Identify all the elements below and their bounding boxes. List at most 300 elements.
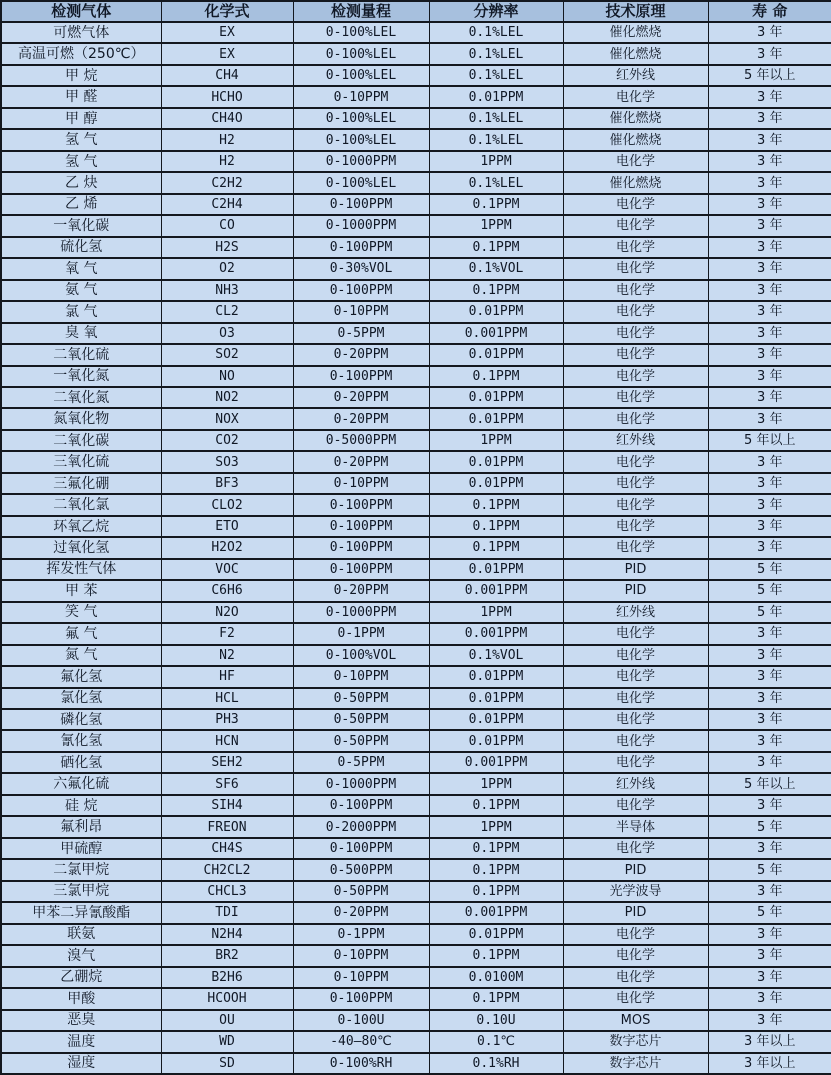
cell-gas-name: 二氧化氮 (1, 387, 161, 408)
cell-resolution: 0.1%VOL (429, 645, 563, 666)
table-row (1, 408, 831, 429)
cell-lifespan: 5 年以上 (708, 773, 831, 794)
cell-gas-name: 氮 气 (1, 645, 161, 666)
cell-lifespan: 3 年 (708, 151, 831, 172)
cell-gas-name: 氟 气 (1, 623, 161, 644)
cell-chemical-formula: H2 (161, 151, 293, 172)
cell-technical-principle: 电化学 (563, 86, 708, 107)
table-row (1, 1010, 831, 1031)
cell-detection-range: 0-50PPM (293, 881, 429, 902)
cell-lifespan: 3 年 (708, 537, 831, 558)
cell-chemical-formula: FREON (161, 816, 293, 837)
cell-chemical-formula: SD (161, 1053, 293, 1075)
cell-gas-name: 温度 (1, 1031, 161, 1052)
cell-gas-name: 氢 气 (1, 151, 161, 172)
table-row (1, 623, 831, 644)
table-row (1, 645, 831, 666)
cell-technical-principle: 电化学 (563, 967, 708, 988)
cell-resolution: 0.1PPM (429, 516, 563, 537)
cell-gas-name: 乙硼烷 (1, 967, 161, 988)
cell-technical-principle: 光学波导 (563, 881, 708, 902)
table-row (1, 301, 831, 322)
cell-gas-name: 一氧化碳 (1, 215, 161, 236)
cell-resolution: 0.1℃ (429, 1031, 563, 1052)
cell-resolution: 0.1%LEL (429, 172, 563, 193)
cell-detection-range: 0-1000PPM (293, 602, 429, 623)
cell-chemical-formula: PH3 (161, 709, 293, 730)
cell-technical-principle: 电化学 (563, 623, 708, 644)
cell-technical-principle: 电化学 (563, 473, 708, 494)
cell-gas-name: 三氯甲烷 (1, 881, 161, 902)
cell-resolution: 0.1%LEL (429, 129, 563, 150)
cell-chemical-formula: N2H4 (161, 924, 293, 945)
cell-technical-principle: 催化燃烧 (563, 43, 708, 64)
cell-detection-range: 0-100PPM (293, 366, 429, 387)
cell-gas-name: 氨 气 (1, 280, 161, 301)
cell-gas-name: 氰化氢 (1, 730, 161, 751)
table-row (1, 838, 831, 859)
column-header-resolution: 分辨率 (429, 1, 563, 22)
cell-gas-name: 甲 醇 (1, 108, 161, 129)
cell-resolution: 1PPM (429, 602, 563, 623)
cell-detection-range: 0-20PPM (293, 451, 429, 472)
table-row (1, 580, 831, 601)
cell-gas-name: 湿度 (1, 1053, 161, 1075)
cell-gas-name: 氧 气 (1, 258, 161, 279)
table-row (1, 537, 831, 558)
cell-gas-name: 硫化氢 (1, 237, 161, 258)
cell-resolution: 0.001PPM (429, 580, 563, 601)
cell-lifespan: 3 年 (708, 1010, 831, 1031)
cell-chemical-formula: B2H6 (161, 967, 293, 988)
cell-detection-range: 0-10PPM (293, 967, 429, 988)
cell-gas-name: 二氧化硫 (1, 344, 161, 365)
cell-lifespan: 5 年 (708, 602, 831, 623)
cell-technical-principle: 电化学 (563, 516, 708, 537)
cell-gas-name: 二氧化碳 (1, 430, 161, 451)
cell-detection-range: 0-50PPM (293, 709, 429, 730)
cell-detection-range: 0-100PPM (293, 280, 429, 301)
cell-technical-principle: 红外线 (563, 602, 708, 623)
cell-technical-principle: 电化学 (563, 408, 708, 429)
cell-resolution: 0.1%LEL (429, 22, 563, 43)
cell-gas-name: 三氧化硫 (1, 451, 161, 472)
cell-lifespan: 3 年 (708, 43, 831, 64)
cell-chemical-formula: C2H4 (161, 194, 293, 215)
cell-chemical-formula: H2O2 (161, 537, 293, 558)
cell-detection-range: 0-5PPM (293, 323, 429, 344)
cell-gas-name: 甲酸 (1, 988, 161, 1009)
cell-lifespan: 3 年 (708, 301, 831, 322)
cell-lifespan: 3 年 (708, 280, 831, 301)
cell-technical-principle: 半导体 (563, 816, 708, 837)
cell-gas-name: 甲 苯 (1, 580, 161, 601)
cell-chemical-formula: HCN (161, 730, 293, 751)
table-row (1, 65, 831, 86)
cell-detection-range: 0-1PPM (293, 623, 429, 644)
cell-resolution: 0.01PPM (429, 451, 563, 472)
cell-chemical-formula: VOC (161, 559, 293, 580)
table-row (1, 902, 831, 923)
cell-technical-principle: PID (563, 580, 708, 601)
cell-chemical-formula: F2 (161, 623, 293, 644)
cell-chemical-formula: CL2 (161, 301, 293, 322)
cell-gas-name: 甲 烷 (1, 65, 161, 86)
cell-lifespan: 3 年 (708, 752, 831, 773)
cell-resolution: 0.001PPM (429, 323, 563, 344)
cell-lifespan: 3 年 (708, 22, 831, 43)
cell-technical-principle: 电化学 (563, 194, 708, 215)
cell-chemical-formula: O2 (161, 258, 293, 279)
cell-detection-range: 0-100PPM (293, 537, 429, 558)
cell-resolution: 0.001PPM (429, 752, 563, 773)
cell-lifespan: 3 年 (708, 967, 831, 988)
table-row (1, 1031, 831, 1052)
cell-technical-principle: 催化燃烧 (563, 129, 708, 150)
cell-resolution: 0.1PPM (429, 988, 563, 1009)
cell-technical-principle: 催化燃烧 (563, 108, 708, 129)
cell-technical-principle: PID (563, 559, 708, 580)
cell-technical-principle: 电化学 (563, 752, 708, 773)
cell-chemical-formula: H2 (161, 129, 293, 150)
cell-technical-principle: 红外线 (563, 65, 708, 86)
cell-chemical-formula: TDI (161, 902, 293, 923)
cell-technical-principle: 电化学 (563, 945, 708, 966)
cell-detection-range: 0-5PPM (293, 752, 429, 773)
table-row (1, 258, 831, 279)
cell-chemical-formula: HCHO (161, 86, 293, 107)
cell-chemical-formula: SIH4 (161, 795, 293, 816)
table-row (1, 709, 831, 730)
cell-chemical-formula: O3 (161, 323, 293, 344)
cell-resolution: 0.1PPM (429, 280, 563, 301)
cell-chemical-formula: SEH2 (161, 752, 293, 773)
cell-detection-range: 0-20PPM (293, 344, 429, 365)
cell-detection-range: 0-50PPM (293, 730, 429, 751)
cell-chemical-formula: NH3 (161, 280, 293, 301)
cell-lifespan: 3 年 (708, 408, 831, 429)
table-row (1, 559, 831, 580)
cell-lifespan: 3 年 (708, 237, 831, 258)
table-row (1, 730, 831, 751)
cell-technical-principle: 电化学 (563, 280, 708, 301)
cell-resolution: 0.01PPM (429, 559, 563, 580)
table-row (1, 43, 831, 64)
cell-technical-principle: 电化学 (563, 537, 708, 558)
cell-detection-range: 0-100%RH (293, 1053, 429, 1075)
cell-gas-name: 氯化氢 (1, 688, 161, 709)
cell-lifespan: 3 年 (708, 988, 831, 1009)
table-row (1, 172, 831, 193)
cell-resolution: 0.01PPM (429, 709, 563, 730)
cell-chemical-formula: NOX (161, 408, 293, 429)
cell-gas-name: 挥发性气体 (1, 559, 161, 580)
cell-detection-range: 0-100PPM (293, 194, 429, 215)
cell-resolution: 0.01PPM (429, 473, 563, 494)
table-row (1, 430, 831, 451)
table-row (1, 816, 831, 837)
cell-detection-range: -40—80℃ (293, 1031, 429, 1052)
cell-technical-principle: 电化学 (563, 666, 708, 687)
cell-resolution: 0.01PPM (429, 666, 563, 687)
column-header-lifespan: 寿 命 (708, 1, 831, 22)
cell-lifespan: 3 年 (708, 945, 831, 966)
table-row (1, 795, 831, 816)
cell-lifespan: 5 年 (708, 580, 831, 601)
cell-gas-name: 氮氧化物 (1, 408, 161, 429)
cell-chemical-formula: EX (161, 22, 293, 43)
cell-detection-range: 0-20PPM (293, 408, 429, 429)
cell-lifespan: 3 年 (708, 881, 831, 902)
cell-resolution: 1PPM (429, 430, 563, 451)
cell-chemical-formula: SO3 (161, 451, 293, 472)
cell-resolution: 0.0100M (429, 967, 563, 988)
cell-detection-range: 0-10PPM (293, 945, 429, 966)
cell-detection-range: 0-100%LEL (293, 129, 429, 150)
cell-chemical-formula: CLO2 (161, 494, 293, 515)
cell-technical-principle: 电化学 (563, 730, 708, 751)
cell-resolution: 0.001PPM (429, 902, 563, 923)
cell-detection-range: 0-20PPM (293, 580, 429, 601)
cell-lifespan: 3 年 (708, 86, 831, 107)
cell-lifespan: 3 年 (708, 666, 831, 687)
cell-lifespan: 3 年 (708, 451, 831, 472)
cell-resolution: 0.1PPM (429, 366, 563, 387)
cell-chemical-formula: C6H6 (161, 580, 293, 601)
cell-lifespan: 3 年 (708, 688, 831, 709)
cell-technical-principle: 电化学 (563, 301, 708, 322)
cell-resolution: 0.01PPM (429, 86, 563, 107)
cell-detection-range: 0-100%LEL (293, 108, 429, 129)
cell-gas-name: 臭 氧 (1, 323, 161, 344)
table-row (1, 773, 831, 794)
cell-technical-principle: 电化学 (563, 838, 708, 859)
table-row (1, 237, 831, 258)
cell-technical-principle: 电化学 (563, 795, 708, 816)
cell-chemical-formula: ETO (161, 516, 293, 537)
cell-technical-principle: 催化燃烧 (563, 22, 708, 43)
table-row (1, 22, 831, 43)
cell-lifespan: 3 年 (708, 473, 831, 494)
cell-gas-name: 甲 醛 (1, 86, 161, 107)
cell-detection-range: 0-50PPM (293, 688, 429, 709)
cell-chemical-formula: H2S (161, 237, 293, 258)
table-row (1, 752, 831, 773)
table-row (1, 945, 831, 966)
cell-technical-principle: MOS (563, 1010, 708, 1031)
cell-lifespan: 3 年 (708, 838, 831, 859)
column-header-gas-name: 检测气体 (1, 1, 161, 22)
table-row (1, 602, 831, 623)
table-row (1, 366, 831, 387)
cell-gas-name: 二氧化氯 (1, 494, 161, 515)
cell-resolution: 0.10U (429, 1010, 563, 1031)
cell-resolution: 0.01PPM (429, 924, 563, 945)
cell-lifespan: 3 年 (708, 172, 831, 193)
table-row (1, 344, 831, 365)
cell-lifespan: 3 年 (708, 795, 831, 816)
cell-technical-principle: 电化学 (563, 366, 708, 387)
cell-gas-name: 乙 烯 (1, 194, 161, 215)
cell-technical-principle: 电化学 (563, 387, 708, 408)
cell-resolution: 1PPM (429, 151, 563, 172)
cell-lifespan: 3 年 (708, 623, 831, 644)
cell-chemical-formula: C2H2 (161, 172, 293, 193)
table-row (1, 1053, 831, 1075)
cell-technical-principle: 电化学 (563, 237, 708, 258)
cell-chemical-formula: N2O (161, 602, 293, 623)
column-header-technical-principle: 技术原理 (563, 1, 708, 22)
cell-lifespan: 3 年 (708, 108, 831, 129)
table-row (1, 129, 831, 150)
table-row (1, 494, 831, 515)
cell-chemical-formula: CH4O (161, 108, 293, 129)
cell-lifespan: 3 年 (708, 645, 831, 666)
table-row (1, 859, 831, 880)
table-row (1, 516, 831, 537)
cell-gas-name: 过氧化氢 (1, 537, 161, 558)
cell-resolution: 0.1%LEL (429, 65, 563, 86)
cell-resolution: 0.1%LEL (429, 43, 563, 64)
cell-detection-range: 0-100PPM (293, 988, 429, 1009)
table-row (1, 924, 831, 945)
cell-detection-range: 0-1000PPM (293, 215, 429, 236)
cell-detection-range: 0-100PPM (293, 795, 429, 816)
cell-resolution: 0.1PPM (429, 795, 563, 816)
table-row (1, 967, 831, 988)
cell-resolution: 0.1PPM (429, 859, 563, 880)
cell-lifespan: 5 年以上 (708, 65, 831, 86)
cell-resolution: 0.1PPM (429, 945, 563, 966)
cell-technical-principle: 电化学 (563, 988, 708, 1009)
cell-technical-principle: 数字芯片 (563, 1053, 708, 1075)
cell-lifespan: 5 年 (708, 816, 831, 837)
cell-detection-range: 0-100U (293, 1010, 429, 1031)
cell-detection-range: 0-2000PPM (293, 816, 429, 837)
cell-gas-name: 磷化氢 (1, 709, 161, 730)
cell-gas-name: 联氨 (1, 924, 161, 945)
cell-resolution: 0.01PPM (429, 408, 563, 429)
cell-gas-name: 硅 烷 (1, 795, 161, 816)
cell-chemical-formula: BR2 (161, 945, 293, 966)
cell-gas-name: 甲苯二异氰酸酯 (1, 902, 161, 923)
cell-detection-range: 0-10PPM (293, 86, 429, 107)
cell-lifespan: 3 年 (708, 344, 831, 365)
table-row (1, 280, 831, 301)
cell-detection-range: 0-500PPM (293, 859, 429, 880)
cell-gas-name: 氟化氢 (1, 666, 161, 687)
table-row (1, 451, 831, 472)
cell-detection-range: 0-100PPM (293, 237, 429, 258)
cell-resolution: 1PPM (429, 816, 563, 837)
cell-detection-range: 0-10PPM (293, 473, 429, 494)
cell-lifespan: 3 年 (708, 387, 831, 408)
cell-detection-range: 0-100%LEL (293, 172, 429, 193)
cell-lifespan: 5 年 (708, 859, 831, 880)
cell-detection-range: 0-100PPM (293, 516, 429, 537)
cell-detection-range: 0-20PPM (293, 902, 429, 923)
cell-detection-range: 0-100PPM (293, 559, 429, 580)
table-row (1, 86, 831, 107)
cell-lifespan: 3 年 (708, 129, 831, 150)
cell-lifespan: 3 年 (708, 516, 831, 537)
table-row (1, 988, 831, 1009)
cell-gas-name: 一氧化氮 (1, 366, 161, 387)
cell-chemical-formula: HCOOH (161, 988, 293, 1009)
cell-detection-range: 0-100PPM (293, 494, 429, 515)
cell-gas-name: 高温可燃（250℃） (1, 43, 161, 64)
cell-detection-range: 0-1000PPM (293, 151, 429, 172)
column-header-detection-range: 检测量程 (293, 1, 429, 22)
cell-chemical-formula: CO (161, 215, 293, 236)
cell-chemical-formula: HCL (161, 688, 293, 709)
cell-lifespan: 3 年 (708, 215, 831, 236)
cell-gas-name: 氢 气 (1, 129, 161, 150)
cell-technical-principle: 催化燃烧 (563, 172, 708, 193)
cell-lifespan: 3 年 (708, 924, 831, 945)
table-row (1, 688, 831, 709)
cell-resolution: 1PPM (429, 773, 563, 794)
table-row (1, 473, 831, 494)
cell-detection-range: 0-100%VOL (293, 645, 429, 666)
cell-detection-range: 0-100PPM (293, 838, 429, 859)
table-row (1, 194, 831, 215)
cell-gas-name: 二氯甲烷 (1, 859, 161, 880)
cell-chemical-formula: EX (161, 43, 293, 64)
cell-technical-principle: 红外线 (563, 430, 708, 451)
cell-technical-principle: 电化学 (563, 323, 708, 344)
cell-resolution: 0.1PPM (429, 494, 563, 515)
cell-lifespan: 3 年 (708, 323, 831, 344)
cell-resolution: 0.1PPM (429, 537, 563, 558)
cell-chemical-formula: N2 (161, 645, 293, 666)
cell-gas-name: 六氟化硫 (1, 773, 161, 794)
cell-technical-principle: 电化学 (563, 494, 708, 515)
table-row (1, 666, 831, 687)
cell-detection-range: 0-100%LEL (293, 43, 429, 64)
cell-gas-name: 三氟化硼 (1, 473, 161, 494)
cell-resolution: 0.1%VOL (429, 258, 563, 279)
cell-lifespan: 5 年以上 (708, 430, 831, 451)
cell-technical-principle: 电化学 (563, 344, 708, 365)
cell-lifespan: 3 年 (708, 258, 831, 279)
cell-resolution: 0.1%RH (429, 1053, 563, 1075)
cell-technical-principle: 电化学 (563, 709, 708, 730)
cell-lifespan: 3 年 (708, 730, 831, 751)
cell-gas-name: 可燃气体 (1, 22, 161, 43)
cell-gas-name: 乙 炔 (1, 172, 161, 193)
cell-resolution: 0.01PPM (429, 730, 563, 751)
cell-resolution: 0.01PPM (429, 688, 563, 709)
cell-resolution: 0.1PPM (429, 237, 563, 258)
cell-resolution: 0.1PPM (429, 838, 563, 859)
table-row (1, 881, 831, 902)
cell-technical-principle: PID (563, 902, 708, 923)
cell-resolution: 0.1PPM (429, 194, 563, 215)
cell-lifespan: 5 年 (708, 902, 831, 923)
cell-chemical-formula: HF (161, 666, 293, 687)
cell-technical-principle: 数字芯片 (563, 1031, 708, 1052)
cell-detection-range: 0-100%LEL (293, 65, 429, 86)
cell-technical-principle: 红外线 (563, 773, 708, 794)
cell-lifespan: 3 年以上 (708, 1031, 831, 1052)
cell-lifespan: 3 年 (708, 494, 831, 515)
header-row (1, 1, 831, 22)
cell-resolution: 0.01PPM (429, 344, 563, 365)
cell-resolution: 0.01PPM (429, 387, 563, 408)
cell-chemical-formula: CO2 (161, 430, 293, 451)
cell-detection-range: 0-100%LEL (293, 22, 429, 43)
